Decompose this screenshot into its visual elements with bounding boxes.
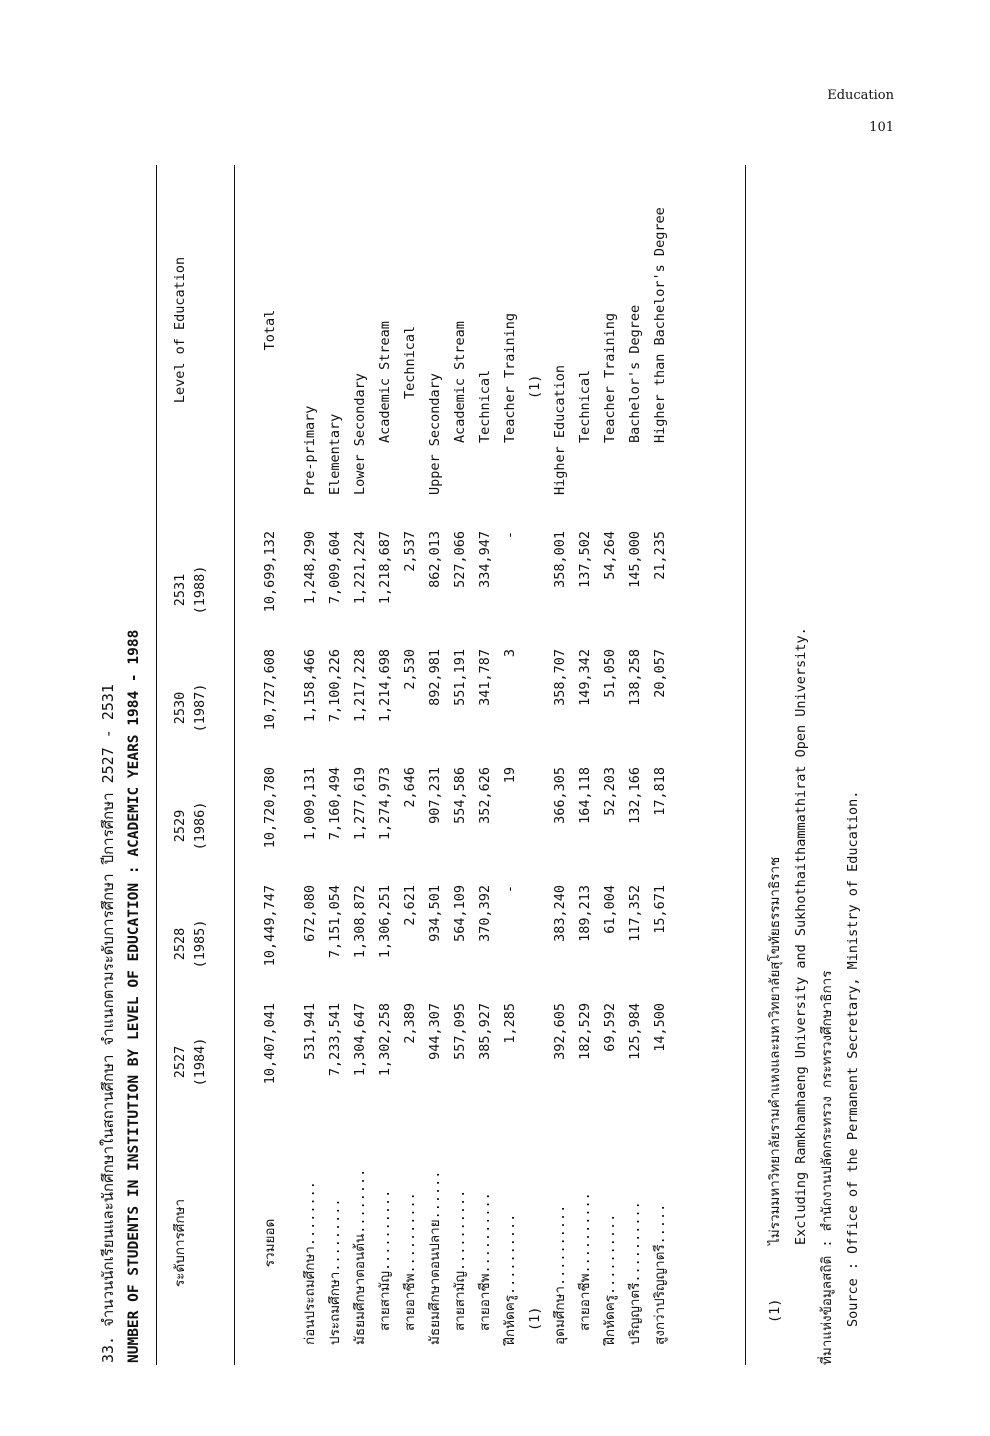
table-row: อุดมศึกษา.......... 392,605 383,240 366,305 358,707 358,001 Higher Education xyxy=(552,364,568,1345)
table-row: ฝึกหัดครู.......... 1,285 - 19 3 - Teacher Training xyxy=(502,312,518,1345)
source-english: Source : Office of the Permanent Secretary, Ministry of Education. xyxy=(845,790,861,1327)
header-year-2531: 2531 (1988) xyxy=(172,565,208,615)
table-row: ประถมศึกษา......... 7,233,541 7,151,054 7,160,494 7,100,226 7,009,604 Elementary xyxy=(327,413,343,1345)
table-row: สายอาชีพ.......... 2,389 2,621 2,646 2,530 2,537 Technical xyxy=(402,325,418,1331)
table-row: ปริญญาตรี.......... 125,984 117,352 132,166 138,258 145,000 Bachelor's Degree xyxy=(627,304,643,1345)
source-thai: ที่มาแห่งข้อมูลสถิติ : สำนักงานปลัดกระทรวง กระทรวงศึกษาธิการ xyxy=(819,970,835,1365)
table-row: สายสามัญ.......... 557,095 564,109 554,586 551,191 527,066 Academic Stream xyxy=(452,321,468,1331)
header-level-english: Level of Education xyxy=(172,256,188,404)
footnote-english: Excluding Ramkhamhaeng University and Sukhothaithammathirat Open University. xyxy=(793,627,809,1245)
header-year-2527: 2527 (1984) xyxy=(172,1037,208,1087)
bottom-rule xyxy=(745,165,746,1365)
table-row: สายอาชีพ.......... 182,529 189,213 164,118 149,342 137,502 Technical xyxy=(577,369,593,1331)
table-row: สายอาชีพ.......... 385,927 370,392 352,626 341,787 334,947 Technical xyxy=(477,369,493,1331)
footnote-marker: (1) xyxy=(767,1298,783,1323)
table-header-row xyxy=(170,165,238,1365)
header-year-2528: 2528 (1985) xyxy=(172,919,208,969)
table-row: มัธยมศึกษาตอนปลาย...... 944,307 934,501 907,231 892,981 862,013 Upper Secondary xyxy=(427,373,443,1345)
header-year-2530: 2530 (1987) xyxy=(172,683,208,733)
table-row: สายสามัญ.......... 1,302,258 1,306,251 1,274,973 1,214,698 1,218,687 Academic Stream xyxy=(377,321,393,1331)
table-row: สูงกว่าปริญญาตรี..... 14,500 15,671 17,818 20,057 21,235 Higher than Bachelor's Degree xyxy=(652,207,668,1345)
table-row-total: รวมยอด 10,407,041 10,449,747 10,720,780 10,727,608 10,699,132 Total xyxy=(261,309,278,1268)
footnote-marker-row: (1) (1) xyxy=(527,374,543,1331)
header-level-thai: ระดับการศึกษา xyxy=(172,1198,188,1288)
table-row: ก่อนประถมศึกษา........ 531,941 672,080 1,009,131 1,158,466 1,248,290 Pre-primary xyxy=(302,405,318,1345)
page-section-label: Education xyxy=(827,88,894,103)
page-number: 101 xyxy=(869,120,894,135)
footnote-thai: ไม่รวมมหาวิทยาลัยรามคำแหงและมหาวิทยาลัยสุโขทัยธรรมาธิราช xyxy=(767,856,783,1245)
table-row: ฝึกหัดครู.......... 69,592 61,004 52,203 51,050 54,264 Teacher Training xyxy=(602,312,618,1345)
table-row: มัธยมศึกษาตอนต้น........ 1,304,647 1,308,872 1,277,619 1,217,228 1,221,224 Lower Secondary xyxy=(352,373,368,1345)
students-table xyxy=(170,165,673,1365)
title-thai: 33. จำนวนนักเรียนและนักศึกษาในสถานศึกษา จำแนกตามระดับการศึกษา ปีการศึกษา 2527 - 2531 xyxy=(99,684,117,1363)
title-english: NUMBER OF STUDENTS IN INSTITUTION BY LEVEL OF EDUCATION : ACADEMIC YEARS 1984 - 1988 xyxy=(126,629,142,1363)
top-rule xyxy=(156,165,157,1365)
header-year-2529: 2529 (1986) xyxy=(172,801,208,851)
rotated-table-page xyxy=(80,145,880,1385)
table-title xyxy=(96,630,142,1363)
